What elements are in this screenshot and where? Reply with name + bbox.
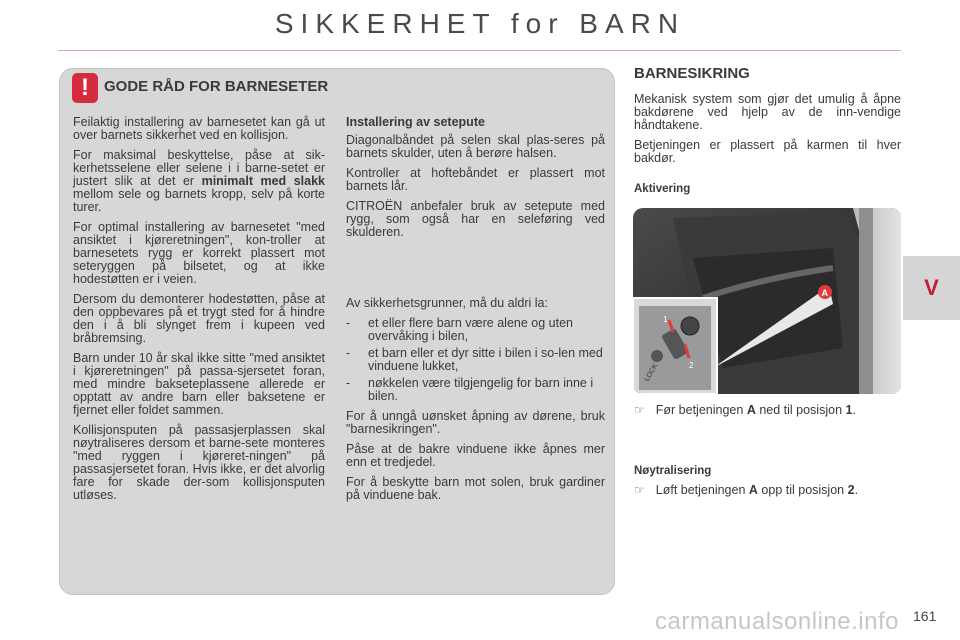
paragraph: For å unngå uønsket åpning av dørene, bruk "barnesikringen". (346, 409, 605, 436)
list-item (346, 377, 605, 403)
page-title: SIKKERHET for BARN (274, 8, 686, 39)
paragraph: Betjeningen er plassert på karmen til hver bakdør. (634, 138, 901, 165)
neutral-heading: Nøytralisering (634, 465, 712, 477)
spacer (346, 246, 605, 297)
chapter-tab[interactable]: V (903, 256, 960, 320)
paragraph: Påse at de bakre vinduene ikke åpnes mer enn et tredjedel. (346, 442, 605, 469)
position-number: 1 (663, 315, 668, 324)
warning-mid-column (346, 116, 605, 509)
text: . (852, 403, 856, 417)
activation-text (656, 403, 856, 417)
paragraph: Kollisjonsputen på passasjerplassen skal nøytraliseres dersom et barne-sete monteres "med ryggen i kjøreret-ningen" på passasjersetet foran. Hvis ikke, er det alvorlig fare for skade der-som kollisjonsputen utløses. (73, 423, 325, 502)
dash-marker: - (346, 316, 351, 330)
text: ned til posisjon (759, 403, 843, 417)
warning-panel-title: GODE RÅD FOR BARNESETER (104, 78, 329, 95)
barnesikring-intro (634, 93, 901, 172)
paragraph: Mekanisk system som gjør det umulig å åpne bakdørene ved hjelp av de inn-vendige håndtakene. (634, 92, 901, 132)
list-item-text: et barn eller et dyr sitte i bilen i so-len med vinduene lukket, (368, 346, 603, 373)
paragraph: Av sikkerhetsgrunner, må du aldri la: (346, 296, 548, 310)
list-item-text: nøkkelen være tilgjengelig for barn inne i bilen. (368, 376, 594, 403)
marker-a-label: A (821, 288, 828, 298)
activation-bullet (634, 403, 856, 417)
barnesikring-heading: BARNESIKRING (634, 65, 750, 82)
never-list (346, 317, 605, 403)
neutral-bullet (634, 483, 858, 497)
lock-label: LOCK (643, 362, 660, 383)
page-number: 161 (913, 608, 937, 624)
activation-heading: Aktivering (634, 183, 691, 195)
list-item-text: et eller flere barn være alene og uten overvåking i bilen, (368, 316, 573, 343)
text: . (854, 483, 859, 497)
paragraph (73, 149, 325, 214)
subheading: Installering av setepute (346, 115, 485, 129)
text: opp til posisjon (761, 483, 845, 497)
key-label: A (748, 483, 758, 497)
position-number: 2 (689, 361, 694, 370)
list-item (346, 347, 605, 373)
pointing-hand-icon: ☞ (634, 403, 645, 417)
list-item (346, 317, 605, 343)
title-divider (58, 50, 901, 51)
paragraph-text: mellom sele og barnets kropp, selv på korte turer. (73, 187, 325, 214)
text: Før betjeningen (655, 403, 744, 417)
watermark: carmanualsonline.info (655, 608, 899, 635)
pointing-hand-icon: ☞ (634, 483, 645, 497)
paragraph-text: For maksimal beskyttelse, påse at sik-kerhetsselene eller selene i i barne-setet er justert slik at det er (73, 148, 325, 188)
position-label: 2 (847, 483, 855, 497)
paragraph: Barn under 10 år skal ikke sitte "med ansiktet i kjøreretningen" på passa-sjersetet foran, med mindre bakseteplassene allerede er opptatt av andre barn eller baksetene er fjernet eller foldet sammen. (73, 351, 325, 417)
paragraph: For å beskytte barn mot solen, bruk gardiner på vinduene bak. (346, 475, 605, 502)
warning-left-column (73, 116, 325, 509)
dash-marker: - (346, 376, 351, 390)
paragraph: Dersom du demonterer hodestøtten, påse at den oppbevares på et trygt sted for å hindre den i å bli slynget frem i kupeen ved bråbremsing. (73, 292, 325, 345)
paragraph: Feilaktig installering av barnesetet kan gå ut over barnets sikkerhet ved en kollisjon. (73, 115, 325, 142)
paragraph: For optimal installering av barnesetet "med ansiktet i kjøreretningen", kon-troller at barnesetets rygg er korrekt plassert mot seteryggen på bilsetet, og at ikke hodestøtten er i veien. (73, 220, 325, 286)
emphasis-text: minimalt med slakk (201, 174, 325, 188)
paragraph: Kontroller at hoftebåndet er plassert mot barnets lår. (346, 166, 605, 193)
key-label: A (746, 403, 756, 417)
position-label: 1 (845, 403, 853, 417)
paragraph: Diagonalbåndet på selen skal plas-seres på barnets skulder, uten å berøre halsen. (346, 133, 605, 160)
neutral-text (656, 483, 858, 497)
paragraph: CITROËN anbefaler bruk av setepute med rygg, som også har en seleføring ved skulderen. (346, 199, 605, 239)
door-child-lock-photo (633, 208, 901, 394)
text: Løft betjeningen (655, 483, 746, 497)
dash-marker: - (346, 346, 351, 360)
warning-exclamation-icon: ! (72, 73, 98, 103)
